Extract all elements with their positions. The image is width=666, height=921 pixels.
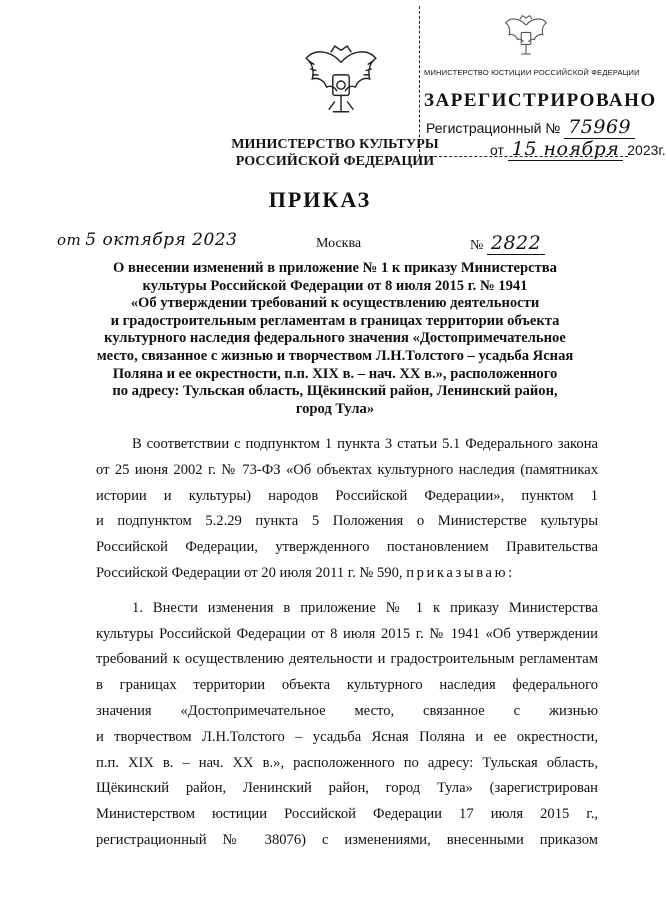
body-line: истории и культуры) народов Российской Федерации», пунктом 1 (96, 487, 598, 504)
body-line-text: Российской Федерации от 20 июля 2011 г. № 590, (96, 564, 403, 581)
stamp-reg-label: Регистрационный № (426, 120, 561, 136)
body-line: В соответствии с подпунктом 1 пункта 3 статьи 5.1 Федерального закона (132, 436, 598, 452)
heading-line: Поляна и ее окрестности, п.п. XIX в. – нач. XX в.», расположенного (112, 365, 558, 382)
body-line: и творчеством Л.Н.Толстого – усадьба Ясная Поляна и ее окрестности, (96, 728, 598, 745)
ministry-name (222, 136, 448, 170)
heading-line: культурного наследия федерального значения «Достопримечательное (104, 330, 566, 347)
order-number-handwritten: 2822 (487, 232, 545, 255)
heading-line: место, связанное с жизнью и творчеством Л.Н.Толстого – усадьба Ясная (96, 347, 574, 364)
heading-line: «Об утверждении требований к осуществлению деятельности (130, 295, 540, 312)
stamp-registration-number (426, 116, 635, 138)
document-title: ПРИКАЗ (268, 187, 372, 212)
order-heading (90, 260, 580, 418)
order-body (96, 432, 598, 854)
paragraph-preamble (96, 432, 598, 587)
body-line: и подпунктом 5.2.29 пункта 5 Положения о Министерстве культуры (96, 513, 598, 530)
body-line: культуры Российской Федерации от 8 июля 2015 г. № 1941 «Об утверждении (96, 625, 598, 642)
body-line: в границах территории объекта культурного наследия федерального (96, 677, 598, 694)
registration-stamp (419, 6, 666, 160)
stamp-reg-number: 75969 (564, 116, 635, 139)
coat-of-arms-icon (300, 40, 382, 122)
order-number-label: № (470, 238, 484, 253)
body-line: регистрационный № 38076) с изменениями, внесенными приказом (96, 831, 598, 848)
order-date-handwritten: 5 октября 2023 (85, 230, 238, 250)
body-line-last (96, 561, 598, 587)
stamp-ministry: МИНИСТЕРСТВО ЮСТИЦИИ РОССИЙСКОЙ ФЕДЕРАЦИИ (424, 68, 640, 77)
stamp-date-prefix: от (490, 142, 504, 158)
body-line: п.п. XIX в. – нач. XX в.», расположенного по адресу: Тульская область, (96, 754, 598, 771)
body-line: требований к осуществлению деятельности и градостроительным регламентам (96, 651, 598, 668)
body-line: Щёкинский район, Ленинский район, город Тула» (зарегистрирован (96, 780, 598, 797)
heading-line: и градостроительным регламентам в границах территории объекта (110, 312, 560, 329)
body-line: значения «Достопримечательное место, связанное с жизнью (96, 702, 598, 719)
stamp-emblem-icon (502, 12, 550, 60)
heading-line: по адресу: Тульская область, Щёкинский район, Ленинский район, (112, 383, 558, 400)
heading-line: О внесении изменений в приложение № 1 к приказу Министерства (113, 260, 557, 276)
heading-line: культуры Российской Федерации от 8 июля 2015 г. № 1941 (142, 277, 528, 294)
ministry-line-2: РОССИЙСКОЙ ФЕДЕРАЦИИ (235, 154, 435, 169)
place: Москва (316, 236, 362, 251)
heading-line: город Тула» (295, 400, 375, 417)
body-line: Министерством юстиции Российской Федерации 17 июля 2015 г., (96, 806, 598, 823)
order-date-prefix: от (57, 231, 82, 249)
ministry-line-1: МИНИСТЕРСТВО КУЛЬТУРЫ (231, 137, 439, 152)
body-line: 1. Внести изменения в приложение № 1 к приказу Министерства (132, 599, 598, 616)
stamp-date-year: 2023г. (627, 142, 666, 158)
paragraph-gap (96, 587, 598, 596)
order-date (57, 230, 237, 250)
stamp-registered: ЗАРЕГИСТРИРОВАНО (424, 90, 657, 111)
order-number (470, 232, 545, 254)
stamp-date-handwritten: 15 ноября (508, 138, 624, 161)
paragraph-item-1 (96, 596, 598, 854)
stamp-date (490, 138, 666, 160)
order-word: приказываю: (406, 564, 515, 581)
body-line: от 25 июня 2002 г. № 73-ФЗ «Об объектах культурного наследия (памятниках (96, 461, 598, 478)
body-line: Российской Федерации, утвержденного постановлением Правительства (96, 539, 598, 556)
